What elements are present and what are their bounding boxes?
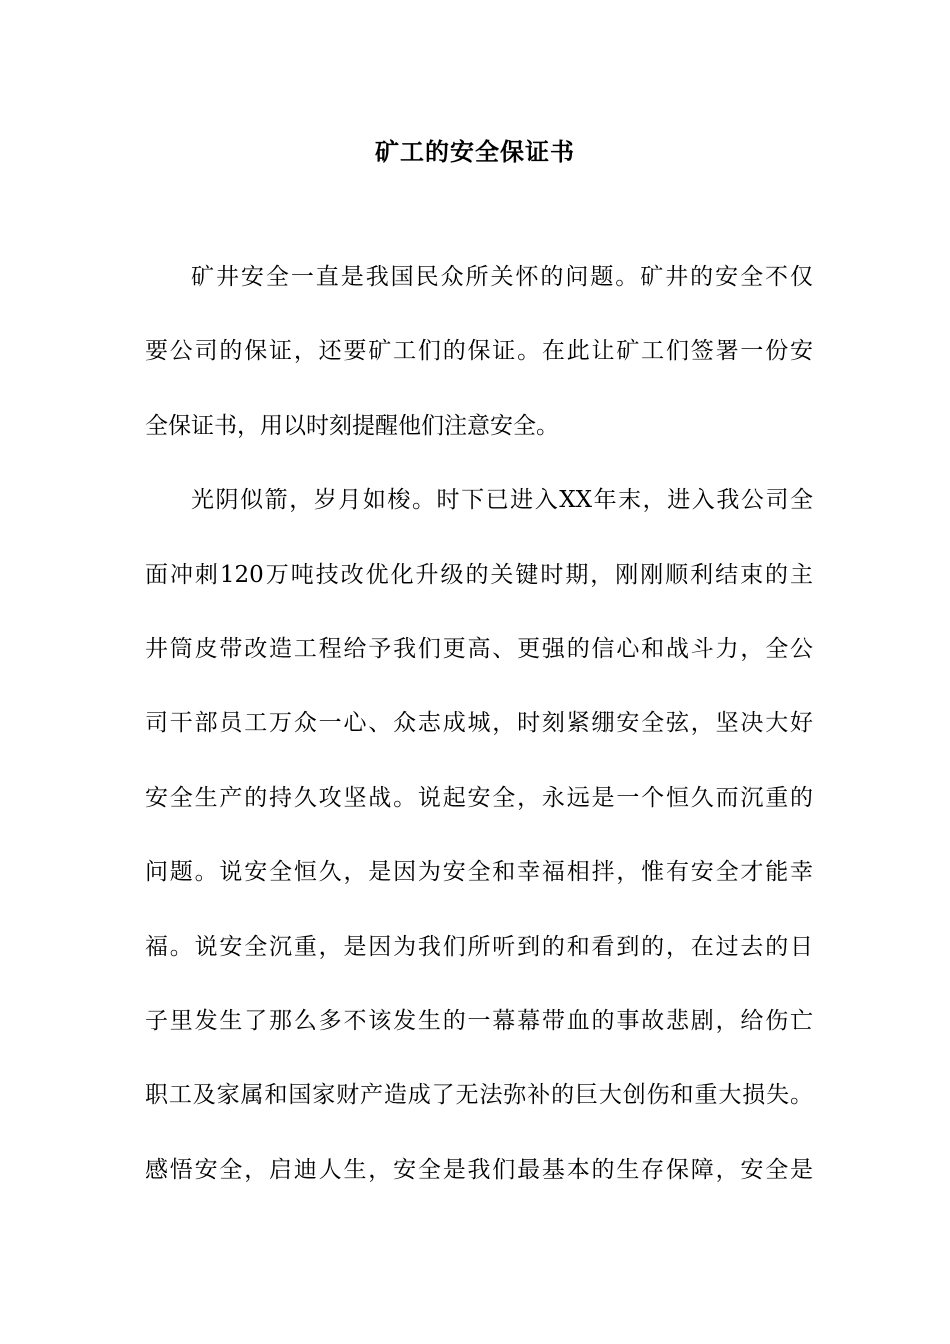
paragraph-line: 全保证书，用以时刻提醒他们注意安全。 [145,412,559,439]
document-body [145,255,813,1222]
document-title: 矿工的安全保证书 [375,137,575,166]
paragraph-line: 安全生产的持久攻坚战。说起安全，永远是一个恒久而沉重的 [145,784,813,811]
paragraph-line: 问题。说安全恒久，是因为安全和幸福相拌，惟有安全才能幸 [145,859,813,886]
paragraph-line: 福。说安全沉重，是因为我们所听到的和看到的，在过去的日 [145,933,813,960]
paragraph-line: 矿井安全一直是我国民众所关怀的问题。矿井的安全不仅 [191,264,813,290]
paragraph-line: 井筒皮带改造工程给予我们更高、更强的信心和战斗力，全公 [145,635,813,662]
paragraph-line: 光阴似箭，岁月如梭。时下已进入XX年末，进入我公司全 [191,487,813,514]
paragraph-line: 面冲刺120万吨技改优化升级的关键时期，刚刚顺利结束的主 [145,561,813,588]
paragraph-line: 感悟安全，启迪人生，安全是我们最基本的生存保障，安全是 [145,1156,813,1183]
paragraph-line: 要公司的保证，还要矿工们的保证。在此让矿工们签署一份安 [145,338,813,365]
paragraph-line: 司干部员工万众一心、众志成城，时刻紧绷安全弦，坚决大好 [145,710,813,737]
paragraph-line: 子里发生了那么多不该发生的一幕幕带血的事故悲剧，给伤亡 [145,1007,813,1034]
paragraph-line: 职工及家属和国家财产造成了无法弥补的巨大创伤和重大损失。 [145,1082,813,1109]
